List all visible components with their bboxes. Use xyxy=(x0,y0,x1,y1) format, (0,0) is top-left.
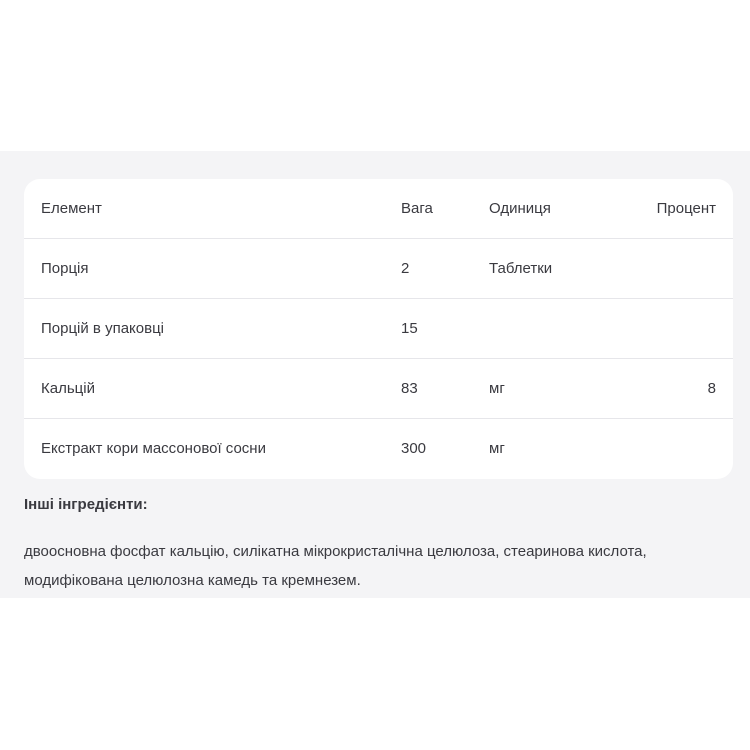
nutrition-table xyxy=(24,179,733,479)
other-ingredients-title: Інші інгредієнти: xyxy=(24,496,148,513)
other-ingredients-line: модифікована целюлозна камедь та кремнезем. xyxy=(24,572,361,589)
cell-element: Кальцій xyxy=(41,380,95,397)
header-unit: Одиниця xyxy=(489,200,551,217)
other-ingredients-line: двоосновна фосфат кальцію, силікатна мікрокристалічна целюлоза, стеаринова кислота, xyxy=(24,543,647,560)
cell-weight: 2 xyxy=(401,260,410,277)
header-element: Елемент xyxy=(41,200,102,217)
cell-element: Порція xyxy=(41,260,89,277)
header-percent: Процент xyxy=(656,200,716,217)
table-row xyxy=(24,239,733,299)
cell-weight: 15 xyxy=(401,320,418,337)
cell-unit: Таблетки xyxy=(489,260,553,277)
table-row xyxy=(24,419,733,479)
supplement-facts-section xyxy=(0,151,750,598)
cell-percent: 8 xyxy=(707,380,716,397)
cell-element: Екстракт кори массонової сосни xyxy=(41,440,266,457)
cell-weight: 83 xyxy=(401,380,418,397)
cell-element: Порцій в упаковці xyxy=(41,320,165,337)
table-row xyxy=(24,299,733,359)
header-weight: Вага xyxy=(401,200,433,217)
table-row xyxy=(24,359,733,419)
other-ingredients-text xyxy=(24,537,724,595)
cell-unit: мг xyxy=(489,380,505,397)
cell-weight: 300 xyxy=(401,440,427,457)
cell-unit: мг xyxy=(489,440,505,457)
table-header-row xyxy=(24,179,733,239)
